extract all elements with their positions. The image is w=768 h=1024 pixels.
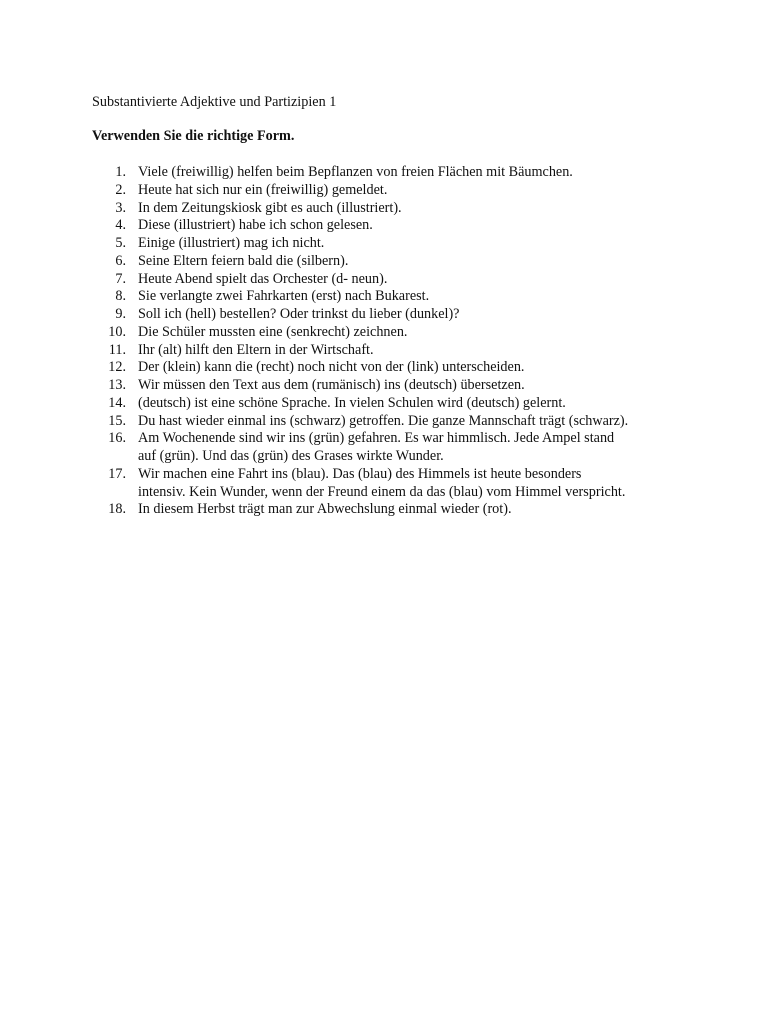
list-item [92,164,732,182]
list-item [92,253,732,271]
item-text: Soll ich (hell) bestellen? Oder trinkst du lieber (dunkel)? [138,306,460,322]
item-text: In diesem Herbst trägt man zur Abwechslung einmal wieder (rot). [138,501,512,518]
item-number: 14. [108,394,126,411]
item-text: In dem Zeitungskiosk gibt es auch (illustriert). [138,199,402,216]
item-text: Der (klein) kann die (recht) noch nicht von der (link) unterscheiden. [138,359,525,376]
exercise-instruction: Verwenden Sie die richtige Form. [92,128,295,144]
item-number: 18. [108,501,126,518]
item-text: (deutsch) ist eine schöne Sprache. In vielen Schulen wird (deutsch) gelernt. [138,394,566,411]
item-number: 6. [115,252,126,269]
list-item [92,430,732,466]
item-text: Wir müssen den Text aus dem (rumänisch) ins (deutsch) übersetzen. [138,377,525,393]
item-text: Heute Abend spielt das Orchester (d- neun). [138,270,388,287]
item-text: Seine Eltern feiern bald die (silbern). [138,252,349,269]
item-number: 10. [108,323,126,340]
item-number: 15. [108,412,126,429]
item-text: Ihr (alt) hilft den Eltern in der Wirtschaft. [138,341,374,358]
item-number: 1. [115,164,126,180]
list-item [92,413,732,431]
item-number: 2. [115,181,126,198]
item-number: 12. [108,359,126,376]
item-number: 17. [108,465,126,482]
item-number: 4. [115,217,126,234]
item-text: Du hast wieder einmal ins (schwarz) getroffen. Die ganze Mannschaft trägt (schwarz). [138,412,629,429]
item-number: 5. [115,235,126,251]
list-item [92,395,732,413]
exercise-list [92,164,732,519]
list-item [92,182,732,200]
item-number: 11. [108,341,126,358]
document-title: Substantivierte Adjektive und Partizipien 1 [92,94,337,110]
list-item [92,501,732,519]
list-item [92,200,732,218]
list-item [92,217,732,235]
list-item [92,466,732,502]
item-number: 8. [115,288,126,305]
item-text: Diese (illustriert) habe ich schon gelesen. [138,217,373,234]
list-item [92,324,732,342]
item-number: 7. [115,270,126,287]
list-item [92,377,732,395]
item-number: 13. [108,377,126,393]
item-text: Heute hat sich nur ein (freiwillig) gemeldet. [138,181,388,198]
item-text: Am Wochenende sind wir ins (grün) gefahren. Es war himmlisch. Jede Ampel stand auf (grün). Und das (grün) des Grases wirkte Wunder. [138,430,615,464]
list-item [92,288,732,306]
item-text: Die Schüler mussten eine (senkrecht) zeichnen. [138,323,408,340]
item-text: Wir machen eine Fahrt ins (blau). Das (blau) des Himmels ist heute besonders intensiv. Kein Wunder, wenn der Freund einem da das (blau) vom Himmel verspricht. [138,465,626,500]
item-number: 9. [115,306,126,322]
item-number: 3. [115,199,126,216]
item-number: 16. [108,430,126,447]
list-item [92,342,732,360]
item-text: Viele (freiwillig) helfen beim Bepflanzen von freien Flächen mit Bäumchen. [138,164,573,180]
list-item [92,306,732,324]
item-text: Sie verlangte zwei Fahrkarten (erst) nach Bukarest. [138,288,430,305]
list-item [92,271,732,289]
item-text: Einige (illustriert) mag ich nicht. [138,235,325,251]
list-item [92,359,732,377]
list-item [92,235,732,253]
